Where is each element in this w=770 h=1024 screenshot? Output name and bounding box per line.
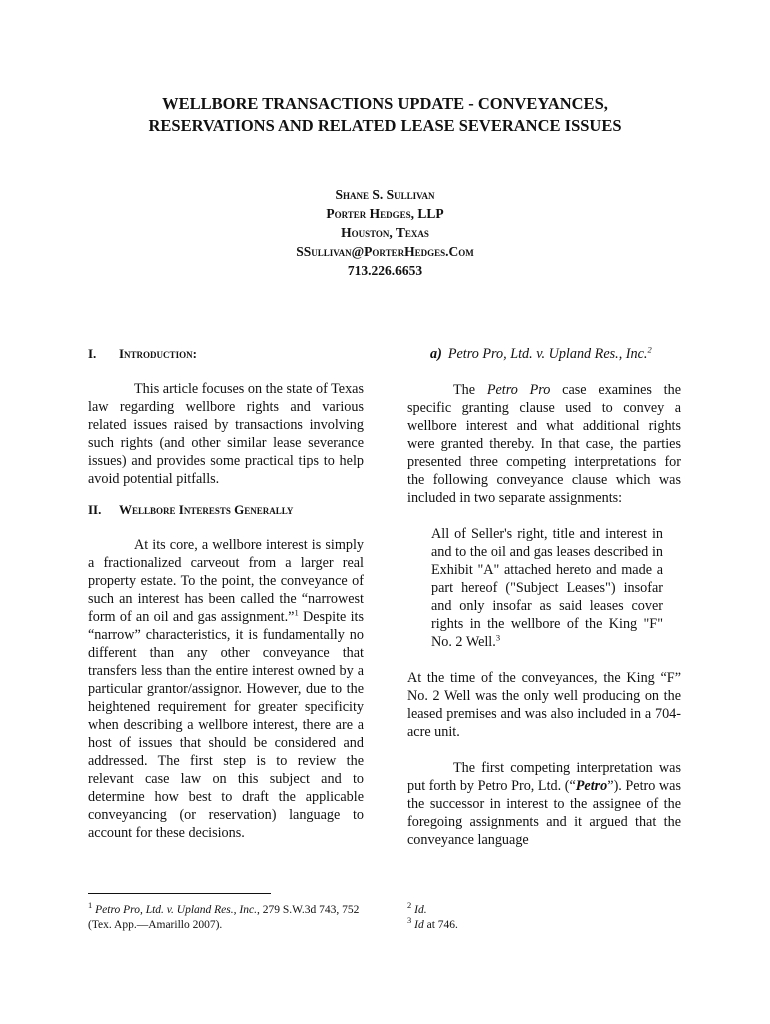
case-a-p3-defined-term: Petro — [575, 778, 608, 794]
author-firm: Porter Hedges, LLP — [326, 206, 444, 221]
case-a-paragraph-2: At the time of the conveyances, the King “F” No. 2 Well was the only well producing on the leased premises and was also included in a 704-acre unit. — [407, 670, 681, 740]
footnote-1-case: Petro Pro, Ltd. v. Upland Res., Inc. — [95, 904, 257, 916]
case-a-heading — [407, 345, 681, 363]
footnote-2-text: Id. — [414, 904, 427, 916]
case-a-p3-part-a: The first competing interpretation was put forth by Petro Pro, Ltd. (“ — [407, 760, 681, 794]
left-column — [88, 345, 364, 842]
footnote-1 — [88, 900, 364, 933]
section-2-body-part-b: Despite its “narrow” characteristics, it is fundamentally no different than any other conveyance that transfers less than the entire interest owned by a particular grantor/assignor. However, due to the heightened requirement for greater specificity when describing a wellbore interest, there are a host of issues that should be considered and addressed. The first step is to review the relevant case law on this subject and to determine how best to draft the applicable conveyancing (or reservation) language to account for these decisions. — [88, 609, 365, 841]
footnote-2-number: 2 — [407, 900, 412, 911]
author-email[interactable]: SSullivan@PorterHedges.Com — [296, 244, 474, 259]
case-a-title: Petro Pro, Ltd. v. Upland Res., Inc. — [447, 346, 648, 362]
footnote-3-citation: at 746. — [423, 919, 458, 931]
document-title — [0, 93, 770, 137]
section-1-body: This article focuses on the state of Texas law regarding wellbore rights and various related issues raised by transactions involving such rights (and other similar lease severance issues) and provides some practical tips to help avoid potential pitfalls. — [88, 381, 365, 487]
conveyance-quote-text: All of Seller's right, title and interest in and to the oil and gas leases described in Exhibit "A" attached hereto and made a part hereof ("Subject Leases") insofar and only insofar as said leases cover rights in the wellbore of the King "F" No. 2 Well. — [431, 526, 663, 650]
case-a-p3-part-b: ”). Petro was the successor in interest to the assignee of the foregoing assignments and it argued that the conveyance language — [407, 778, 681, 848]
case-a-paragraph-3 — [407, 759, 681, 849]
footnote-ref-3[interactable]: 3 — [495, 632, 501, 643]
section-2-title: Wellbore Interests Generally — [119, 502, 294, 517]
footnote-1-citation: , 279 S.W.3d 743, 752 (Tex. App.—Amarillo 2007). — [88, 904, 360, 931]
footnote-3 — [407, 915, 681, 933]
section-2-body-part-a: At its core, a wellbore interest is simply a fractionalized carveout from a larger real property estate. To the point, the conveyance of such an interest has been called the “narrowest form of an oil and gas assignment.” — [88, 537, 364, 625]
section-1-title: Introduction: — [119, 346, 197, 361]
section-2-heading — [88, 501, 364, 519]
case-a-p1-part-b: case examines the specific granting clause used to convey a wellbore interest and what additional rights were granted thereby. In that case, the parties presented three competing interpretations for the following conveyance clause which was included in two separate assignments: — [407, 382, 682, 506]
case-a-paragraph-1 — [407, 381, 681, 507]
footnote-3-number: 3 — [407, 915, 412, 926]
footnotes-right — [407, 900, 681, 933]
conveyance-quote — [431, 525, 663, 651]
right-column — [407, 345, 681, 849]
footnote-1-number: 1 — [88, 900, 93, 911]
footnote-2 — [407, 900, 681, 918]
section-2-body — [88, 536, 364, 842]
case-a-p1-case-name: Petro Pro — [486, 382, 551, 398]
author-phone: 713.226.6653 — [347, 263, 423, 278]
footnote-divider — [88, 893, 271, 894]
author-name: Shane S. Sullivan — [335, 187, 435, 202]
author-location: Houston, Texas — [341, 225, 429, 240]
section-1-number: I. — [88, 346, 97, 361]
title-line-2: RESERVATIONS AND RELATED LEASE SEVERANCE ISSUES — [148, 116, 622, 135]
footnote-ref-1[interactable]: 1 — [294, 607, 299, 618]
author-block — [0, 185, 770, 280]
case-a-p1-part-a: The — [453, 382, 487, 398]
case-a-label: a) — [430, 346, 442, 362]
footnote-3-id: Id — [414, 919, 424, 931]
footnote-ref-2[interactable]: 2 — [647, 344, 652, 355]
section-2-number: II. — [88, 502, 102, 517]
title-line-1: WELLBORE TRANSACTIONS UPDATE - CONVEYANCES, — [162, 94, 608, 113]
section-1-heading — [88, 345, 364, 363]
